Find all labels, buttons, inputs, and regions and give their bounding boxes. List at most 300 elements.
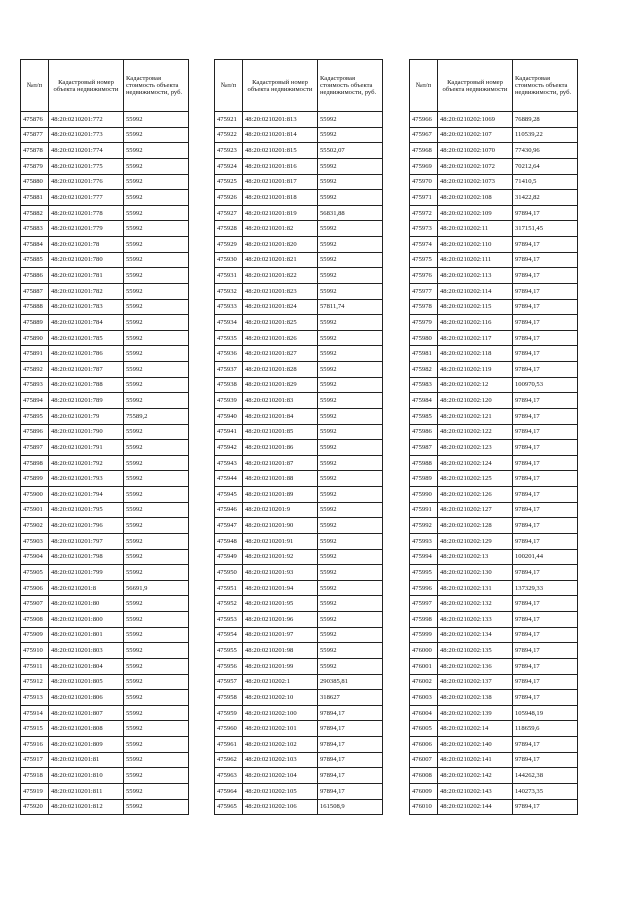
row-number-cell: 475896 [21, 424, 49, 440]
table-row [215, 643, 383, 659]
table-row [215, 580, 383, 596]
table-row [410, 455, 578, 471]
header-cadastral-value: Кадастровая стоимость объекта недвижимости, руб. [513, 60, 578, 112]
cadastral-number-cell: 48:20:0210201:780 [49, 252, 124, 268]
cadastral-number-cell: 48:20:0210201:824 [243, 299, 318, 315]
cadastral-number-cell: 48:20:0210202:1069 [438, 112, 513, 128]
cadastral-number-cell: 48:20:0210202:127 [438, 502, 513, 518]
cadastral-value-cell: 55992 [318, 221, 383, 237]
row-number-cell: 475952 [215, 596, 243, 612]
row-number-cell: 476004 [410, 705, 438, 721]
cadastral-value-cell: 55992 [124, 690, 189, 706]
table-row [410, 377, 578, 393]
cadastral-value-cell: 100970,53 [513, 377, 578, 393]
cadastral-value-cell: 55992 [318, 471, 383, 487]
cadastral-value-cell: 55992 [124, 674, 189, 690]
cadastral-value-cell: 97894,17 [318, 783, 383, 799]
table-row [410, 549, 578, 565]
table-row [410, 752, 578, 768]
row-number-cell: 475925 [215, 174, 243, 190]
cadastral-value-cell: 100201,44 [513, 549, 578, 565]
table-row [21, 299, 189, 315]
cadastral-number-cell: 48:20:0210201:88 [243, 471, 318, 487]
row-number-cell: 475977 [410, 283, 438, 299]
row-number-cell: 475995 [410, 565, 438, 581]
table-row [410, 440, 578, 456]
cadastral-number-cell: 48:20:0210202:116 [438, 315, 513, 331]
cadastral-value-cell: 97894,17 [513, 533, 578, 549]
cadastral-value-cell: 97894,17 [513, 737, 578, 753]
row-number-cell: 475914 [21, 705, 49, 721]
table-row [215, 158, 383, 174]
cadastral-number-cell: 48:20:0210202:121 [438, 408, 513, 424]
table-row [410, 143, 578, 159]
table-row [21, 283, 189, 299]
cadastral-value-cell: 55992 [318, 408, 383, 424]
row-number-cell: 475937 [215, 362, 243, 378]
cadastral-value-cell: 55992 [124, 377, 189, 393]
row-number-cell: 475999 [410, 627, 438, 643]
cadastral-value-cell: 97894,17 [513, 487, 578, 503]
table-row [21, 440, 189, 456]
row-number-cell: 475954 [215, 627, 243, 643]
cadastral-value-cell: 55992 [318, 627, 383, 643]
row-number-cell: 475971 [410, 190, 438, 206]
cadastral-number-cell: 48:20:0210202:113 [438, 268, 513, 284]
row-number-cell: 475973 [410, 221, 438, 237]
cadastral-value-cell: 97894,17 [513, 674, 578, 690]
table-row [21, 158, 189, 174]
row-number-cell: 475993 [410, 533, 438, 549]
row-number-cell: 475967 [410, 127, 438, 143]
table-row [410, 518, 578, 534]
cadastral-number-cell: 48:20:0210201:92 [243, 549, 318, 565]
table-row [21, 502, 189, 518]
cadastral-number-cell: 48:20:0210201:785 [49, 330, 124, 346]
table-row [21, 565, 189, 581]
row-number-cell: 475981 [410, 346, 438, 362]
cadastral-number-cell: 48:20:0210202:129 [438, 533, 513, 549]
table-row [410, 362, 578, 378]
table-row [410, 205, 578, 221]
cadastral-value-cell: 97894,17 [513, 752, 578, 768]
table-header-row [410, 60, 578, 112]
row-number-cell: 475882 [21, 205, 49, 221]
cadastral-value-cell: 55992 [318, 502, 383, 518]
cadastral-number-cell: 48:20:0210201:82 [243, 221, 318, 237]
table-row [215, 565, 383, 581]
cadastral-value-cell: 55992 [318, 393, 383, 409]
cadastral-value-cell: 55992 [318, 127, 383, 143]
row-number-cell: 475889 [21, 315, 49, 331]
row-number-cell: 475944 [215, 471, 243, 487]
header-cadastral-number: Кадастровый номер объекта недвижимости [438, 60, 513, 112]
row-number-cell: 475916 [21, 737, 49, 753]
cadastral-number-cell: 48:20:0210202:125 [438, 471, 513, 487]
cadastral-number-cell: 48:20:0210201:811 [49, 783, 124, 799]
cadastral-value-cell: 55992 [124, 549, 189, 565]
cadastral-number-cell: 48:20:0210201:827 [243, 346, 318, 362]
cadastral-value-cell: 55992 [318, 174, 383, 190]
table-row [410, 737, 578, 753]
cadastral-value-cell: 118659,6 [513, 721, 578, 737]
cadastral-value-cell: 97894,17 [513, 799, 578, 815]
table-row [215, 424, 383, 440]
cadastral-number-cell: 48:20:0210201:97 [243, 627, 318, 643]
cadastral-number-cell: 48:20:0210201:86 [243, 440, 318, 456]
row-number-cell: 475968 [410, 143, 438, 159]
cadastral-value-cell: 97894,17 [318, 721, 383, 737]
table-row [21, 205, 189, 221]
cadastral-number-cell: 48:20:0210202:103 [243, 752, 318, 768]
cadastral-number-cell: 48:20:0210201:85 [243, 424, 318, 440]
table-row [410, 690, 578, 706]
cadastral-value-cell: 97894,17 [513, 299, 578, 315]
cadastral-number-cell: 48:20:0210202:124 [438, 455, 513, 471]
row-number-cell: 475906 [21, 580, 49, 596]
cadastral-number-cell: 48:20:0210201:79 [49, 408, 124, 424]
row-number-cell: 475946 [215, 502, 243, 518]
table-row [21, 393, 189, 409]
row-number-cell: 475986 [410, 424, 438, 440]
row-number-cell: 475915 [21, 721, 49, 737]
table-row [21, 143, 189, 159]
row-number-cell: 475969 [410, 158, 438, 174]
cadastral-value-cell: 55992 [318, 612, 383, 628]
row-number-cell: 475994 [410, 549, 438, 565]
header-cadastral-value: Кадастровая стоимость объекта недвижимости, руб. [124, 60, 189, 112]
table-row [21, 112, 189, 128]
cadastral-number-cell: 48:20:0210201:788 [49, 377, 124, 393]
table-row [21, 221, 189, 237]
cadastral-value-cell: 55992 [124, 518, 189, 534]
row-number-cell: 475990 [410, 487, 438, 503]
row-number-cell: 475941 [215, 424, 243, 440]
table-row [215, 533, 383, 549]
row-number-cell: 475938 [215, 377, 243, 393]
row-number-cell: 475932 [215, 283, 243, 299]
cadastral-number-cell: 48:20:0210201:800 [49, 612, 124, 628]
cadastral-number-cell: 48:20:0210202:1 [243, 674, 318, 690]
cadastral-number-cell: 48:20:0210202:120 [438, 393, 513, 409]
row-number-cell: 475934 [215, 315, 243, 331]
row-number-cell: 475959 [215, 705, 243, 721]
table-row [215, 268, 383, 284]
row-number-cell: 475953 [215, 612, 243, 628]
cadastral-number-cell: 48:20:0210202:12 [438, 377, 513, 393]
row-number-cell: 475877 [21, 127, 49, 143]
cadastral-value-cell: 55992 [124, 565, 189, 581]
table-row [215, 799, 383, 815]
cadastral-value-cell: 55992 [318, 643, 383, 659]
row-number-cell: 476000 [410, 643, 438, 659]
table-header-row [21, 60, 189, 112]
table-row [215, 190, 383, 206]
table-body [410, 112, 578, 815]
cadastral-number-cell: 48:20:0210202:135 [438, 643, 513, 659]
row-number-cell: 475987 [410, 440, 438, 456]
cadastral-number-cell: 48:20:0210202:126 [438, 487, 513, 503]
table-row [410, 268, 578, 284]
cadastral-value-cell: 97894,17 [513, 627, 578, 643]
cadastral-number-cell: 48:20:0210201:78 [49, 237, 124, 253]
cadastral-number-cell: 48:20:0210202:130 [438, 565, 513, 581]
row-number-cell: 475958 [215, 690, 243, 706]
cadastral-number-cell: 48:20:0210201:815 [243, 143, 318, 159]
cadastral-number-cell: 48:20:0210202:144 [438, 799, 513, 815]
row-number-cell: 475893 [21, 377, 49, 393]
table-row [215, 252, 383, 268]
cadastral-value-cell: 55992 [318, 237, 383, 253]
cadastral-value-cell: 55992 [318, 533, 383, 549]
cadastral-value-cell: 55992 [124, 315, 189, 331]
cadastral-number-cell: 48:20:0210201:779 [49, 221, 124, 237]
cadastral-number-cell: 48:20:0210201:821 [243, 252, 318, 268]
table-row [21, 612, 189, 628]
cadastral-value-cell: 57811,74 [318, 299, 383, 315]
cadastral-value-cell: 55992 [318, 377, 383, 393]
cadastral-value-cell: 97894,17 [513, 393, 578, 409]
table-body [21, 112, 189, 815]
cadastral-number-cell: 48:20:0210201:93 [243, 565, 318, 581]
cadastral-value-cell: 55992 [124, 362, 189, 378]
cadastral-value-cell: 97894,17 [513, 643, 578, 659]
cadastral-value-cell: 97894,17 [318, 705, 383, 721]
cadastral-number-cell: 48:20:0210202:1073 [438, 174, 513, 190]
row-number-cell: 475961 [215, 737, 243, 753]
cadastral-number-cell: 48:20:0210202:143 [438, 783, 513, 799]
cadastral-number-cell: 48:20:0210201:826 [243, 330, 318, 346]
table-row [21, 799, 189, 815]
row-number-cell: 476007 [410, 752, 438, 768]
table-row [21, 549, 189, 565]
table-row [410, 174, 578, 190]
table-row [21, 627, 189, 643]
row-number-cell: 475890 [21, 330, 49, 346]
row-number-cell: 475897 [21, 440, 49, 456]
row-number-cell: 475898 [21, 455, 49, 471]
cadastral-number-cell: 48:20:0210202:114 [438, 283, 513, 299]
row-number-cell: 475922 [215, 127, 243, 143]
cadastral-value-cell: 55992 [124, 737, 189, 753]
cadastral-value-cell: 55992 [124, 268, 189, 284]
table-row [21, 424, 189, 440]
row-number-cell: 475936 [215, 346, 243, 362]
cadastral-number-cell: 48:20:0210201:80 [49, 596, 124, 612]
table-row [215, 721, 383, 737]
cadastral-value-cell: 56691,9 [124, 580, 189, 596]
row-number-cell: 475894 [21, 393, 49, 409]
row-number-cell: 475966 [410, 112, 438, 128]
row-number-cell: 475895 [21, 408, 49, 424]
row-number-cell: 476002 [410, 674, 438, 690]
cadastral-number-cell: 48:20:0210202:138 [438, 690, 513, 706]
row-number-cell: 475891 [21, 346, 49, 362]
header-number: №п/п [410, 60, 438, 112]
row-number-cell: 475926 [215, 190, 243, 206]
row-number-cell: 475908 [21, 612, 49, 628]
cadastral-value-cell: 55992 [318, 330, 383, 346]
cadastral-number-cell: 48:20:0210202:105 [243, 783, 318, 799]
cadastral-value-cell: 97894,17 [513, 268, 578, 284]
cadastral-value-cell: 55992 [124, 783, 189, 799]
row-number-cell: 475960 [215, 721, 243, 737]
cadastral-number-cell: 48:20:0210202:133 [438, 612, 513, 628]
table-row [410, 127, 578, 143]
table-row [21, 752, 189, 768]
cadastral-table-3 [409, 59, 578, 815]
cadastral-number-cell: 48:20:0210201:786 [49, 346, 124, 362]
cadastral-number-cell: 48:20:0210202:107 [438, 127, 513, 143]
row-number-cell: 475881 [21, 190, 49, 206]
table-row [215, 299, 383, 315]
table-row [21, 580, 189, 596]
cadastral-number-cell: 48:20:0210201:84 [243, 408, 318, 424]
row-number-cell: 475982 [410, 362, 438, 378]
row-number-cell: 475883 [21, 221, 49, 237]
row-number-cell: 475918 [21, 768, 49, 784]
cadastral-number-cell: 48:20:0210201:803 [49, 643, 124, 659]
table-row [21, 658, 189, 674]
cadastral-number-cell: 48:20:0210202:123 [438, 440, 513, 456]
row-number-cell: 475923 [215, 143, 243, 159]
row-number-cell: 475980 [410, 330, 438, 346]
cadastral-number-cell: 48:20:0210201:778 [49, 205, 124, 221]
table-row [410, 502, 578, 518]
cadastral-value-cell: 77430,96 [513, 143, 578, 159]
cadastral-value-cell: 140273,35 [513, 783, 578, 799]
table-row [410, 565, 578, 581]
table-row [21, 237, 189, 253]
cadastral-number-cell: 48:20:0210202:106 [243, 799, 318, 815]
cadastral-number-cell: 48:20:0210202:10 [243, 690, 318, 706]
table-row [410, 721, 578, 737]
cadastral-value-cell: 97894,17 [513, 330, 578, 346]
row-number-cell: 475997 [410, 596, 438, 612]
cadastral-number-cell: 48:20:0210201:81 [49, 752, 124, 768]
cadastral-value-cell: 290385,81 [318, 674, 383, 690]
cadastral-number-cell: 48:20:0210201:96 [243, 612, 318, 628]
cadastral-value-cell: 97894,17 [513, 237, 578, 253]
table-row [21, 674, 189, 690]
cadastral-number-cell: 48:20:0210202:14 [438, 721, 513, 737]
cadastral-number-cell: 48:20:0210201:820 [243, 237, 318, 253]
table-row [21, 783, 189, 799]
cadastral-value-cell: 55992 [318, 518, 383, 534]
cadastral-number-cell: 48:20:0210201:805 [49, 674, 124, 690]
cadastral-number-cell: 48:20:0210202:132 [438, 596, 513, 612]
cadastral-value-cell: 55992 [124, 440, 189, 456]
cadastral-number-cell: 48:20:0210202:1072 [438, 158, 513, 174]
cadastral-value-cell: 97894,17 [513, 283, 578, 299]
cadastral-number-cell: 48:20:0210201:773 [49, 127, 124, 143]
cadastral-number-cell: 48:20:0210201:776 [49, 174, 124, 190]
cadastral-number-cell: 48:20:0210201:94 [243, 580, 318, 596]
cadastral-value-cell: 97894,17 [318, 737, 383, 753]
table-row [410, 283, 578, 299]
cadastral-value-cell: 55992 [124, 158, 189, 174]
row-number-cell: 475984 [410, 393, 438, 409]
row-number-cell: 475992 [410, 518, 438, 534]
cadastral-value-cell: 97894,17 [513, 424, 578, 440]
row-number-cell: 475974 [410, 237, 438, 253]
table-row [410, 408, 578, 424]
row-number-cell: 475940 [215, 408, 243, 424]
cadastral-value-cell: 97894,17 [513, 612, 578, 628]
cadastral-value-cell: 97894,17 [513, 596, 578, 612]
cadastral-value-cell: 70212,64 [513, 158, 578, 174]
row-number-cell: 475948 [215, 533, 243, 549]
table-row [410, 658, 578, 674]
table-row [215, 205, 383, 221]
table-row [215, 440, 383, 456]
cadastral-value-cell: 55992 [124, 627, 189, 643]
cadastral-number-cell: 48:20:0210202:141 [438, 752, 513, 768]
cadastral-number-cell: 48:20:0210201:781 [49, 268, 124, 284]
row-number-cell: 475928 [215, 221, 243, 237]
cadastral-value-cell: 55992 [318, 580, 383, 596]
row-number-cell: 476001 [410, 658, 438, 674]
cadastral-number-cell: 48:20:0210202:104 [243, 768, 318, 784]
row-number-cell: 475939 [215, 393, 243, 409]
cadastral-value-cell: 161508,9 [318, 799, 383, 815]
cadastral-number-cell: 48:20:0210202:139 [438, 705, 513, 721]
row-number-cell: 476009 [410, 783, 438, 799]
cadastral-value-cell: 55992 [124, 705, 189, 721]
table-row [21, 174, 189, 190]
table-row [215, 143, 383, 159]
cadastral-value-cell: 75589,2 [124, 408, 189, 424]
cadastral-number-cell: 48:20:0210201:810 [49, 768, 124, 784]
table-row [215, 471, 383, 487]
cadastral-number-cell: 48:20:0210201:822 [243, 268, 318, 284]
table-row [215, 705, 383, 721]
table-row [215, 408, 383, 424]
cadastral-value-cell: 55992 [318, 346, 383, 362]
cadastral-value-cell: 97894,17 [513, 658, 578, 674]
cadastral-value-cell: 55992 [124, 752, 189, 768]
cadastral-number-cell: 48:20:0210201:790 [49, 424, 124, 440]
cadastral-number-cell: 48:20:0210202:108 [438, 190, 513, 206]
row-number-cell: 475935 [215, 330, 243, 346]
cadastral-value-cell: 97894,17 [318, 752, 383, 768]
table-row [410, 190, 578, 206]
row-number-cell: 475950 [215, 565, 243, 581]
cadastral-number-cell: 48:20:0210202:131 [438, 580, 513, 596]
cadastral-value-cell: 55992 [124, 721, 189, 737]
cadastral-number-cell: 48:20:0210202:111 [438, 252, 513, 268]
table-row [410, 705, 578, 721]
cadastral-number-cell: 48:20:0210201:816 [243, 158, 318, 174]
row-number-cell: 475885 [21, 252, 49, 268]
table-row [410, 237, 578, 253]
cadastral-value-cell: 97894,17 [513, 502, 578, 518]
table-row [215, 393, 383, 409]
cadastral-number-cell: 48:20:0210201:813 [243, 112, 318, 128]
row-number-cell: 475909 [21, 627, 49, 643]
cadastral-number-cell: 48:20:0210201:98 [243, 643, 318, 659]
cadastral-number-cell: 48:20:0210201:797 [49, 533, 124, 549]
cadastral-number-cell: 48:20:0210201:83 [243, 393, 318, 409]
cadastral-value-cell: 55992 [124, 768, 189, 784]
table-row [215, 596, 383, 612]
cadastral-number-cell: 48:20:0210201:9 [243, 502, 318, 518]
cadastral-value-cell: 55992 [318, 315, 383, 331]
row-number-cell: 475892 [21, 362, 49, 378]
cadastral-value-cell: 56831,88 [318, 205, 383, 221]
table-row [215, 674, 383, 690]
cadastral-value-cell: 55992 [318, 565, 383, 581]
